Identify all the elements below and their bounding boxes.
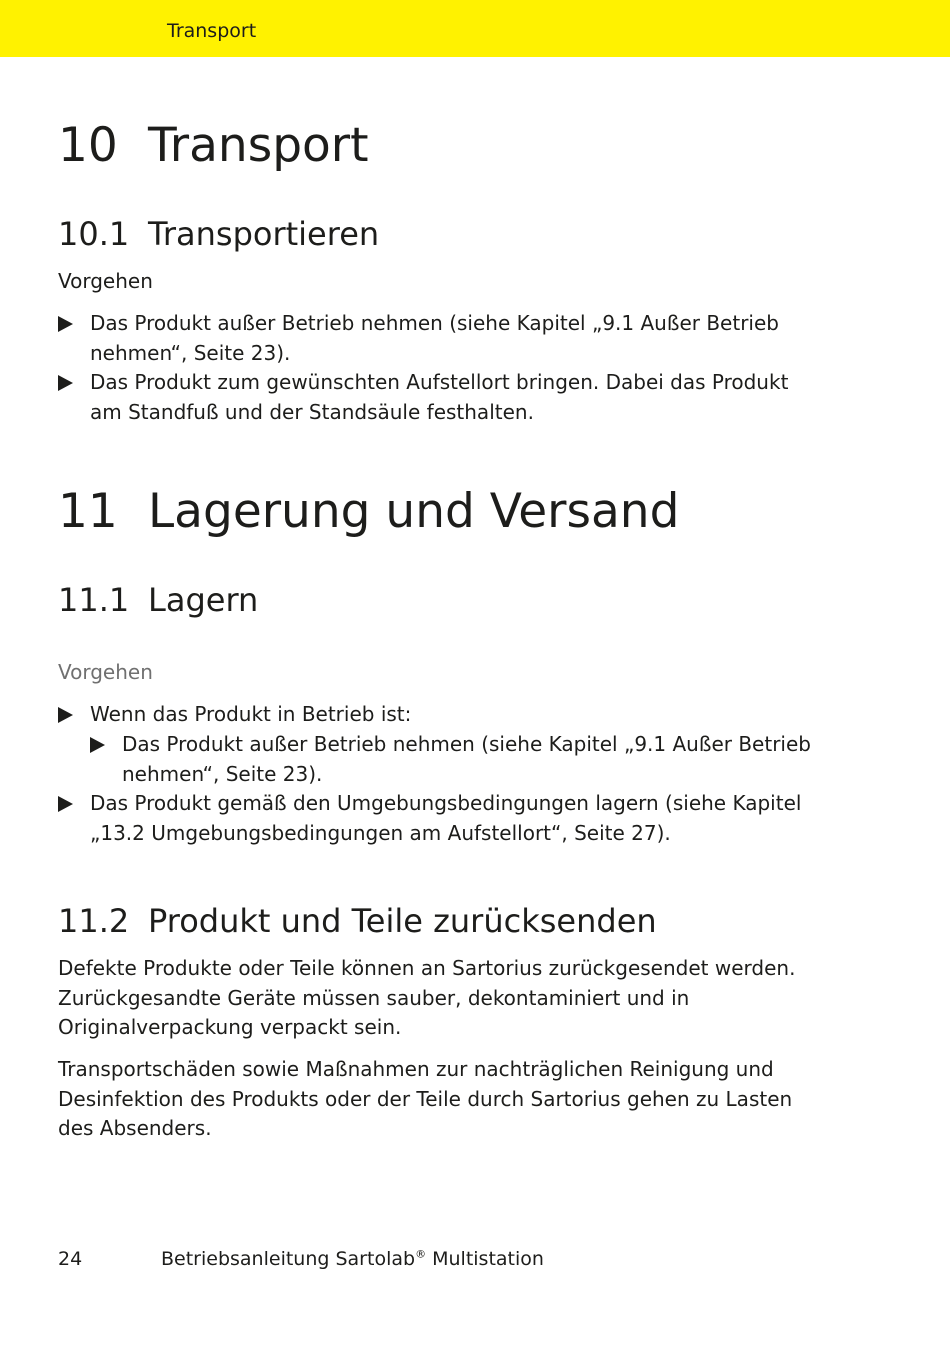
chapter-title: Transport: [148, 118, 369, 173]
registered-mark: ®: [415, 1247, 427, 1261]
paragraph: Transportschäden sowie Maßnahmen zur nachträglichen Reinigung und Desinfektion des Produkts oder der Teile durch Sartorius gehen zu Lasten des Absenders.: [58, 1057, 793, 1140]
procedure-label: Vorgehen: [58, 660, 153, 684]
section-title: Transportieren: [148, 215, 380, 253]
list-item: [58, 700, 818, 730]
procedure-label: Vorgehen: [58, 269, 153, 293]
footer-doc-title: [161, 1248, 544, 1270]
list-item-text: Das Produkt außer Betrieb nehmen (siehe Kapitel „9.1 Außer Betrieb nehmen“, Seite 23).: [122, 732, 811, 786]
section-number: 10.1: [58, 215, 130, 253]
list-item-text: Das Produkt gemäß den Umgebungsbedingungen lagern (siehe Kapitel „13.2 Umgebungsbedingungen am Aufstellort“, Seite 27).: [90, 791, 802, 845]
triangle-bullet-icon: [58, 796, 73, 812]
sub-list-item: [90, 730, 820, 789]
triangle-bullet-icon: [58, 707, 73, 723]
chapter-number: 11: [58, 484, 118, 539]
triangle-bullet-icon: [58, 316, 73, 332]
footer-title-text: Betriebsanleitung Sartolab: [161, 1248, 416, 1270]
section-number: 11.1: [58, 581, 130, 619]
list-item-text: Das Produkt außer Betrieb nehmen (siehe Kapitel „9.1 Außer Betrieb nehmen“, Seite 23).: [90, 311, 779, 365]
page-number: 24: [58, 1248, 83, 1270]
header-bar: [0, 0, 950, 57]
section-title: Lagern: [148, 581, 259, 619]
list-item-text: Wenn das Produkt in Betrieb ist:: [90, 702, 412, 726]
triangle-bullet-icon: [90, 737, 105, 753]
triangle-bullet-icon: [58, 375, 73, 391]
chapter-number: 10: [58, 118, 118, 173]
running-header: Transport: [167, 20, 257, 42]
section-number: 11.2: [58, 902, 130, 940]
list-item-text: Das Produkt zum gewünschten Aufstellort bringen. Dabei das Produkt am Standfuß und der Standsäule festhalten.: [90, 370, 789, 424]
chapter-title: Lagerung und Versand: [148, 484, 680, 539]
list-item: [58, 309, 818, 368]
paragraph: Defekte Produkte oder Teile können an Sartorius zurückgesendet werden. Zurückgesandte Geräte müssen sauber, dekontaminiert und in Originalverpackung verpackt sein.: [58, 956, 796, 1039]
list-item: [58, 368, 818, 427]
list-item: [58, 789, 818, 848]
section-title: Produkt und Teile zurücksenden: [148, 902, 657, 940]
footer-title-suffix: Multistation: [426, 1248, 544, 1270]
